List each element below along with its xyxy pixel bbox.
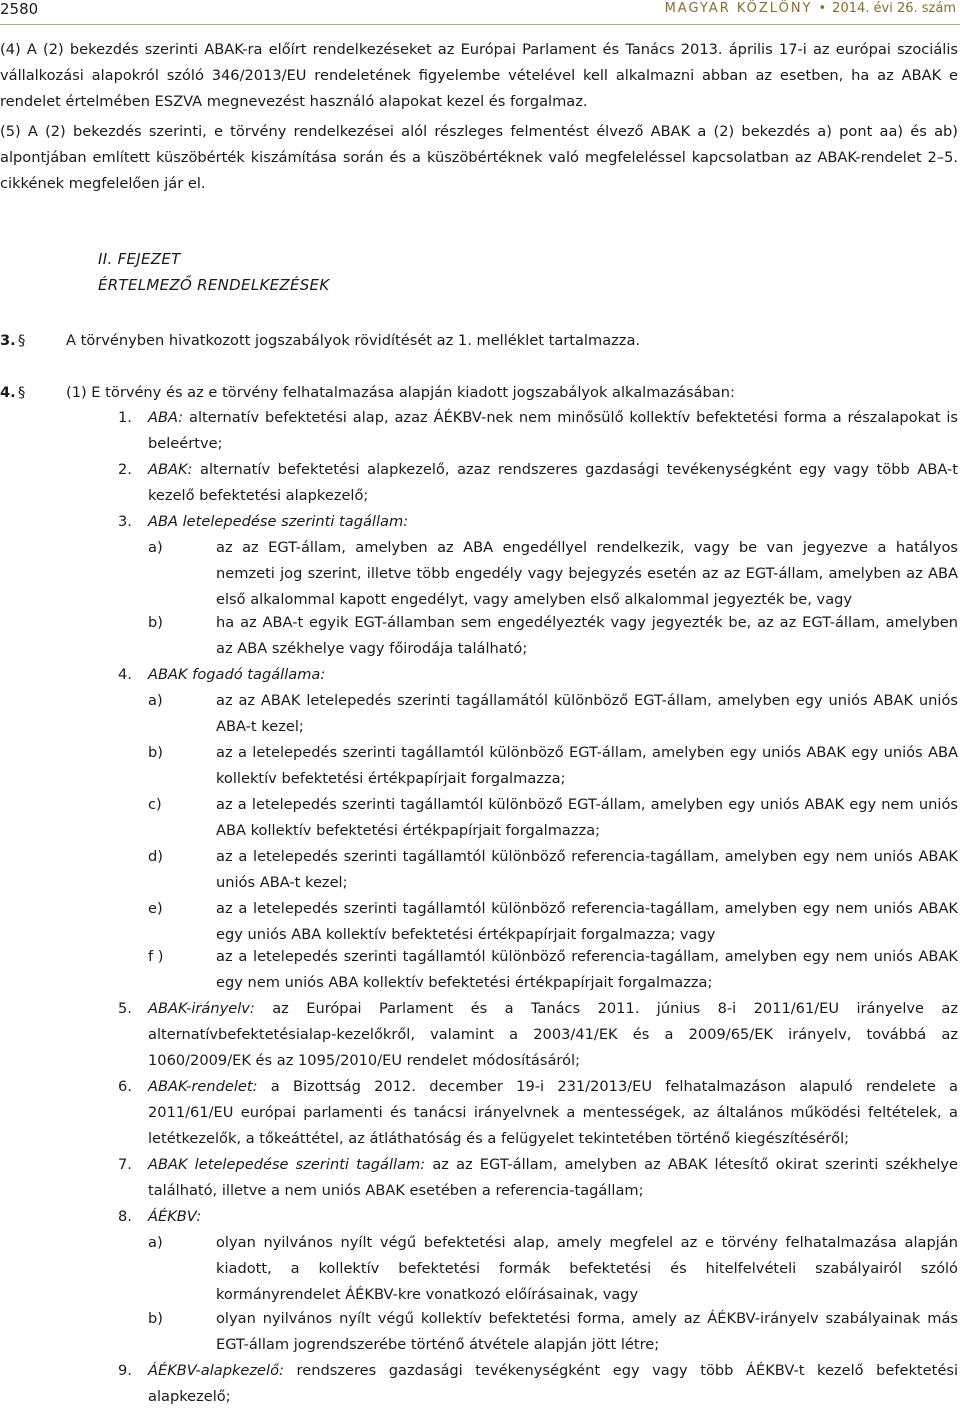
subitem-text: az a letelepedés szerinti tagállamtól különböző EGT-állam, amelyben egy uniós ABAK egy uniós ABA kollektív befektetési értékpapírjait forgalmazza; [216,744,958,787]
item-number: 1. [118,409,132,426]
item-number: 6. [118,1078,132,1095]
header-rule [0,24,960,25]
subitem-letter: b) [148,744,163,761]
subitem-letter: a) [148,1234,163,1251]
subitem-letter: f ) [148,948,164,965]
defined-term: ÁÉKBV: [148,1208,202,1225]
subitem-letter: e) [148,900,163,917]
item-text [148,662,958,688]
subitem-letter: a) [148,539,163,556]
paragraph-text: (4) A (2) bekezdés szerinti ABAK-ra előírt rendelkezéseket az Európai Parlament és Tanács 2013. április 17-i az európai szociális vállalkozási alapokról szóló 346/2013/EU rendeletének figyelembe vételével kell alkalmazni abban az esetben, ha az ABAK e rendelet értelmében ESZVA megnevezést használó alapokat kezel és forgalmaz. [0,41,958,110]
item-number: 4. [118,666,132,683]
chapter-title: ÉRTELMEZŐ RENDELKEZÉSEK [98,276,330,294]
definition-text: alternatív befektetési alapkezelő, azaz rendszeres gazdasági tevékenységként egy vagy több ABA-t kezelő befektetési alapkezelő; [148,461,958,504]
subitem-text: az a letelepedés szerinti tagállamtól különböző referencia-tagállam, amelyben egy nem uniós ABAK egy nem uniós ABA kollektív befektetési értékpapírjait forgalmazza; [216,948,958,991]
item-number: 9. [118,1362,132,1379]
defined-term: ABA letelepedése szerinti tagállam: [148,513,409,530]
item-number: 5. [118,1000,132,1017]
subitem-letter: d) [148,848,163,865]
definition-text: az az EGT-állam, amelyben az ABAK létesítő okirat szerinti székhelye található, illetve a nem uniós ABAK esetében a referencia-tagállam; [148,1156,958,1199]
page-number: 2580 [0,0,39,18]
item-number: 7. [118,1156,132,1173]
defined-term: ÁÉKBV-alapkezelő: [148,1362,284,1379]
section-text: (1) E törvény és az e törvény felhatalmazása alapján kiadott jogszabályok alkalmazásában: [66,384,735,401]
subitem-text: az a letelepedés szerinti tagállamtól különböző EGT-állam, amelyben egy uniós ABAK egy nem uniós ABA kollektív befektetési értékpapírjait forgalmazza; [216,796,958,839]
defined-term: ABAK fogadó tagállama: [148,666,326,683]
item-number: 3. [118,513,132,530]
definition-text: alternatív befektetési alap, azaz ÁÉKBV-nek nem minősülő kollektív befektetési forma a részalapokat is beleértve; [148,409,958,452]
subitem-letter: c) [148,796,162,813]
section-sign: § [18,384,26,401]
item-text [148,1204,958,1230]
item-text [148,509,958,535]
defined-term: ABAK: [148,461,193,478]
item-number: 2. [118,461,132,478]
separator-dot: • [818,1,827,16]
subitem-text: az az ABAK letelepedés szerinti tagállamától különböző EGT-állam, amelyben egy uniós ABAK uniós ABA-t kezel; [216,692,958,735]
subitem-text: az a letelepedés szerinti tagállamtól különböző referencia-tagállam, amelyben egy nem uniós ABAK egy uniós ABA kollektív befektetési értékpapírjait forgalmazza; vagy [216,900,958,943]
chapter-number: II. FEJEZET [98,250,181,268]
subitem-text: ha az ABA-t egyik EGT-államban sem engedélyezték vagy jegyezték be, az az EGT-állam, amelyben az ABA székhelye vagy főirodája található; [216,614,958,657]
subitem-letter: a) [148,692,163,709]
item-number: 8. [118,1208,132,1225]
journal-name: MAGYAR KÖZLÖNY [664,1,813,16]
item-text [148,457,958,509]
subitem-text: az a letelepedés szerinti tagállamtól különböző referencia-tagállam, amelyben egy nem uniós ABAK uniós ABA-t kezel; [216,848,958,891]
section-number: 4. [0,384,16,401]
subitem-letter: b) [148,1310,163,1327]
defined-term: ABAK-rendelet: [148,1078,258,1095]
subitem-text: olyan nyilvános nyílt végű kollektív befektetési forma, amely az ÁÉKBV-irányelv szabályainak más EGT-állam jogrendszerébe történő átvétele alapján jött létre; [216,1310,958,1353]
issue-number: 2014. évi 26. szám [832,1,956,16]
item-text [148,405,958,457]
defined-term: ABAK letelepedése szerinti tagállam: [148,1156,426,1173]
subitem-text: az az EGT-állam, amelyben az ABA engedéllyel rendelkezik, vagy be van jegyezve a hatályos nemzeti jog szerint, illetve több engedély vagy bejegyzés esetén az az EGT-állam, amelyben az ABA első alkalommal kapott engedélyt, vagy amelyben első alkalommal jegyezték be, vagy [216,539,958,608]
paragraph-4 [0,37,958,115]
section-text: A törvényben hivatkozott jogszabályok rövidítését az 1. melléklet tartalmazza. [66,332,641,349]
journal-title [665,1,956,16]
defined-term: ABA: [148,409,184,426]
item-text [148,996,958,1074]
subitem-text: olyan nyilvános nyílt végű befektetési alap, amely megfelel az e törvény felhatalmazása alapján kiadott, a kollektív befektetési formák befektetési és hitelfelvételi szabályairól szóló kormányrendelet ÁÉKBV-kre vonatkozó előírásainak, vagy [216,1234,958,1303]
item-text [148,1152,958,1204]
paragraph-5 [0,119,958,197]
item-text [148,1358,958,1410]
definition-text: az Európai Parlament és a Tanács 2011. június 8-i 2011/61/EU irányelve az alternatívbefektetésialap-kezelőkről, valamint a 2003/41/EK és a 2009/65/EK irányelv, továbbá az 1060/2009/EK és az 1095/2010/EU rendelet módosításáról; [148,1000,958,1069]
subitem-letter: b) [148,614,163,631]
definition-text: a Bizottság 2012. december 19-i 231/2013/EU felhatalmazáson alapuló rendelete a 2011/61/EU európai parlamenti és tanácsi irányelvnek a mentességek, az általános működési feltételek, a letétkezelők, a tőkeáttétel, az átláthatóság és a felügyelet tekintetében történő kiegészítéséről; [148,1078,958,1147]
section-number: 3. [0,332,16,349]
paragraph-text: (5) A (2) bekezdés szerinti, e törvény rendelkezései alól részleges felmentést élvező ABAK a (2) bekezdés a) pont aa) és ab) alpontjában említett küszöbérték kiszámítása során és a küszöbértéknek való megfeleléssel kapcsolatban az ABAK-rendelet 2–5. cikkének megfelelően jár el. [0,123,958,192]
item-text [148,1074,958,1152]
section-sign: § [18,332,26,349]
defined-term: ABAK-irányelv: [148,1000,255,1017]
page-header [0,0,960,22]
definition-text: rendszeres gazdasági tevékenységként egy vagy több ÁÉKBV-t kezelő befektetési alapkezelő; [148,1362,958,1405]
